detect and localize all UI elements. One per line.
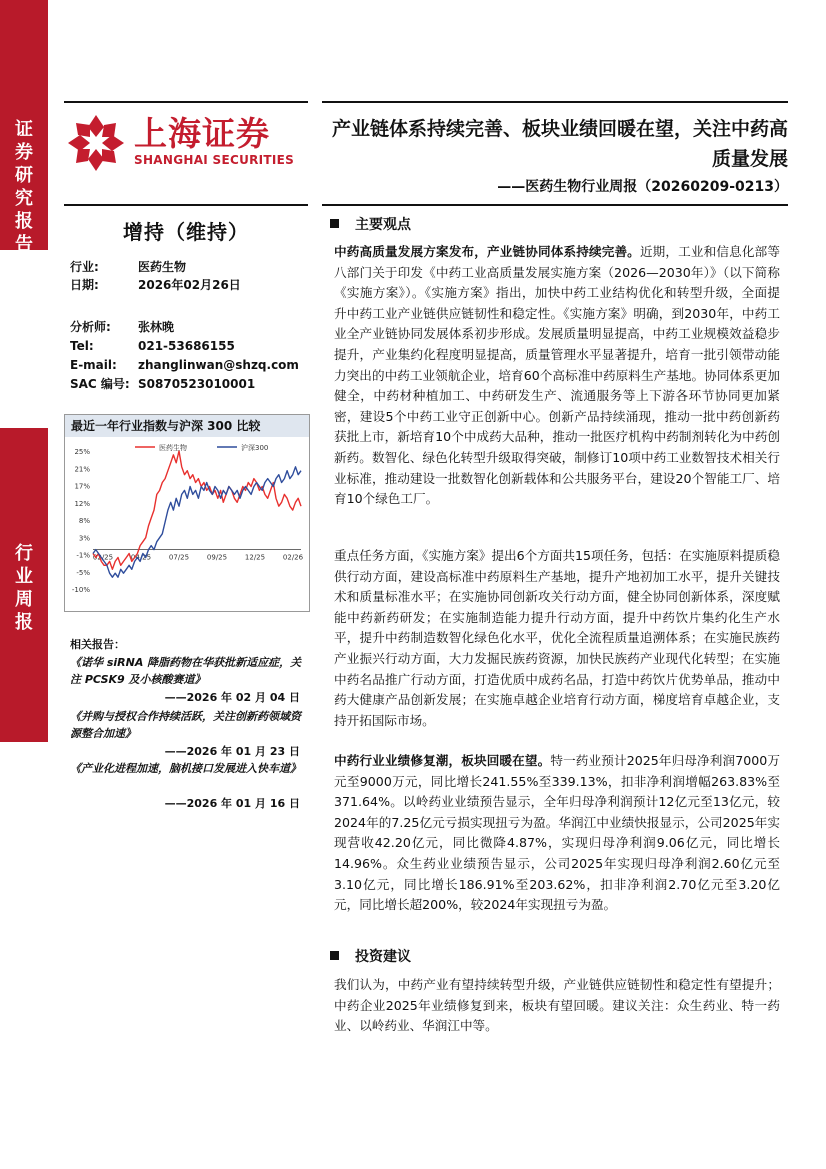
related-report-title[interactable]: 《产业化进程加速，脑机接口发展进入快车道》 — [70, 762, 301, 775]
logo-icon — [66, 113, 126, 173]
report-subtitle: ——医药生物行业周报（20260209-0213） — [497, 179, 788, 195]
analyst-label: 分析师: — [70, 320, 111, 334]
x-tick-label: 12/25 — [244, 553, 266, 562]
logo-text-en: SHANGHAI SECURITIES — [134, 153, 295, 167]
legend-label: 医药生物 — [159, 444, 187, 452]
x-tick-label: 02/25 — [92, 553, 114, 562]
chart-title: 最近一年行业指数与沪深 300 比较 — [65, 415, 309, 437]
rating: 增持（维持） — [123, 220, 249, 244]
rule-left-mid — [64, 204, 308, 206]
y-tick-label: 12% — [74, 499, 90, 508]
paragraph-body: 重点任务方面，《实施方案》提出6个方面共15项任务，包括：在实施原料提质稳供行动方面，建设高标准中药原料生产基地，提升产地初加工水平，提升关键技术和质量标准水平；在实施协同创新攻关行动方面，健全协同创新体系，深度赋能中药新药研发；在实施制造能力提升行动方面，提升中药饮片集约化生产水平，提升中药制造数智化绿色化水平，优化全流程质量追溯体系；在实施民族药产业振兴行动方面，大力发掘民族药资源，加快民族药产业现代化转型；在实施中药名品推广行动方面，打造优质中成药名品，打造中药饮片优势单品，推动中药大健康产品创新发展；在实施卓越企业培育行动方面，梯度培育卓越企业，支持开拓国际市场。 — [334, 548, 780, 728]
tel-row — [70, 337, 235, 355]
sidebar-label-mid: 行 业 周 报 — [15, 543, 33, 633]
industry-label: 行业: — [70, 260, 99, 274]
sac-value: S0870523010001 — [138, 377, 256, 391]
chart-plot — [65, 437, 309, 611]
x-tick-label: 04/25 — [130, 553, 152, 562]
analyst-value: 张林晚 — [138, 320, 175, 334]
industry-row — [70, 258, 186, 276]
index-comparison-chart — [64, 414, 310, 612]
related-report-date: ——2026 年 01 月 23 日 — [164, 745, 300, 758]
email-value[interactable]: zhanglinwan@shzq.com — [138, 358, 299, 372]
y-tick-label: 8% — [78, 517, 90, 525]
sac-row — [70, 375, 255, 393]
y-tick-label: -1% — [76, 551, 90, 560]
paragraph-lead: 中药高质量发展方案发布，产业链协同体系持续完善。 — [334, 244, 640, 259]
section-heading-text: 主要观点 — [355, 217, 411, 233]
paragraph-advice — [334, 975, 780, 1037]
y-tick-label: -5% — [76, 568, 90, 577]
date-value: 2026年02月26日 — [138, 278, 241, 292]
sac-label: SAC 编号: — [70, 377, 130, 391]
tel-label: Tel: — [70, 339, 94, 353]
paragraph-body: 我们认为，中药产业有望持续转型升级，产业链供应链韧性和稳定性有望提升；中药企业2025年业绩修复到来，板块有望回暖。建议关注：众生药业、特一药业、以岭药业、华润江中等。 — [334, 977, 780, 1034]
report-title: 产业链体系持续完善、板块业绩回暖在望，关注中药高质量发展 — [331, 118, 788, 170]
analyst-row — [70, 318, 174, 336]
related-heading: 相关报告： — [70, 638, 125, 651]
x-tick-label: 09/25 — [206, 553, 228, 562]
sidebar-label-top: 证 券 研 究 报 告 — [15, 119, 33, 255]
related-report-title[interactable]: 《并购与授权合作持续活跃，关注创新药领域资源整合加速》 — [70, 710, 301, 740]
x-tick-label: 07/25 — [168, 553, 190, 562]
logo-text-cn: 上海证券 — [134, 114, 270, 153]
square-bullet-icon — [330, 951, 339, 960]
email-row — [70, 356, 299, 374]
legend-label: 沪深300 — [241, 444, 269, 452]
section-heading-investment — [330, 946, 411, 966]
related-report-title[interactable]: 《诺华 siRNA 降脂药物在华获批新适应症，关注 PCSK9 及小核酸赛道》 — [70, 656, 302, 686]
y-tick-label: 21% — [74, 465, 90, 474]
y-tick-label: 25% — [74, 448, 90, 456]
related-report-date: ——2026 年 02 月 04 日 — [164, 691, 300, 704]
tel-value: 021-53686155 — [138, 339, 235, 353]
y-tick-label: -10% — [71, 586, 90, 594]
industry-value: 医药生物 — [138, 260, 187, 274]
paragraph-tasks — [334, 546, 780, 731]
paragraph-earnings — [334, 751, 780, 916]
related-report-date: ——2026 年 01 月 16 日 — [164, 797, 300, 810]
paragraph-body: 特一药业预计2025年归母净利润7000万元至9000万元，同比增长241.55%至339.13%，扣非净利润增幅263.83%至371.64%。以岭药业业绩预告显示，全年归母净利润预计12亿元至13亿元，较2024年的7.25亿元亏损实现扭亏为盈。华润江中业绩快报显示，公司2025年实现营收42.20亿元，同比微降4.87%，实现归母净利润9.06亿元，同比增长14.96%。众生药业业绩预告显示，公司2025年实现归母净利润2.60亿元至3.10亿元，同比增长186.91%至203.62%，扣非净利润2.70亿元至3.20亿元，同比增长超200%，较2024年实现扭亏为盈。 — [334, 753, 781, 913]
rule-left-top — [64, 101, 308, 103]
series-line-pharma — [93, 451, 301, 569]
y-tick-label: 3% — [78, 534, 90, 543]
rule-right-mid — [322, 204, 788, 206]
date-row — [70, 276, 241, 294]
y-tick-label: 17% — [74, 482, 90, 491]
paragraph-body: 近期，工业和信息化部等八部门关于印发《中药工业高质量发展实施方案（2026—2030年）》（以下简称《实施方案》）。《实施方案》指出，加快中药工业结构优化和转型升级，全面提升中药工业产业链供应链韧性和稳定性。《实施方案》明确，到2030年，中药工业全产业链协同发展体系初步形成。发展质量明显提高，中药工业规模效益稳步提升，产业集约化程度明显提高，质量管理水平显著提升，培育一批引领带动能力突出的中药工业领航企业，培育60个高标准中药原料生产基地。协同体系更加健全，中药材种植加工、中药研发生产、流通服务等上下游各环节协同更加紧密，建设5个中药工业守正创新中心。创新产品持续涌现，推动一批中药创新药获批上市，新培育10个中成药大品种，推动一批医疗机构中药制剂转化为中药创新药。数智化、绿色化转型升级取得突破，制修订10项中药工业数智技术相关行业标准，推动建设一批数智化创新载体和公共服务平台，建设20个智能工厂、培育10个绿色工厂。 — [334, 244, 781, 507]
paragraph-lead: 中药行业业绩修复潮，板块回暖在望。 — [334, 753, 551, 768]
square-bullet-icon — [330, 219, 339, 228]
rule-right-top — [322, 101, 788, 103]
section-heading-main-views — [330, 214, 411, 234]
date-label: 日期: — [70, 278, 99, 292]
email-label: E-mail: — [70, 358, 117, 372]
x-tick-label: 02/26 — [282, 553, 304, 562]
section-heading-text: 投资建议 — [355, 949, 411, 965]
paragraph-policy — [334, 242, 780, 510]
